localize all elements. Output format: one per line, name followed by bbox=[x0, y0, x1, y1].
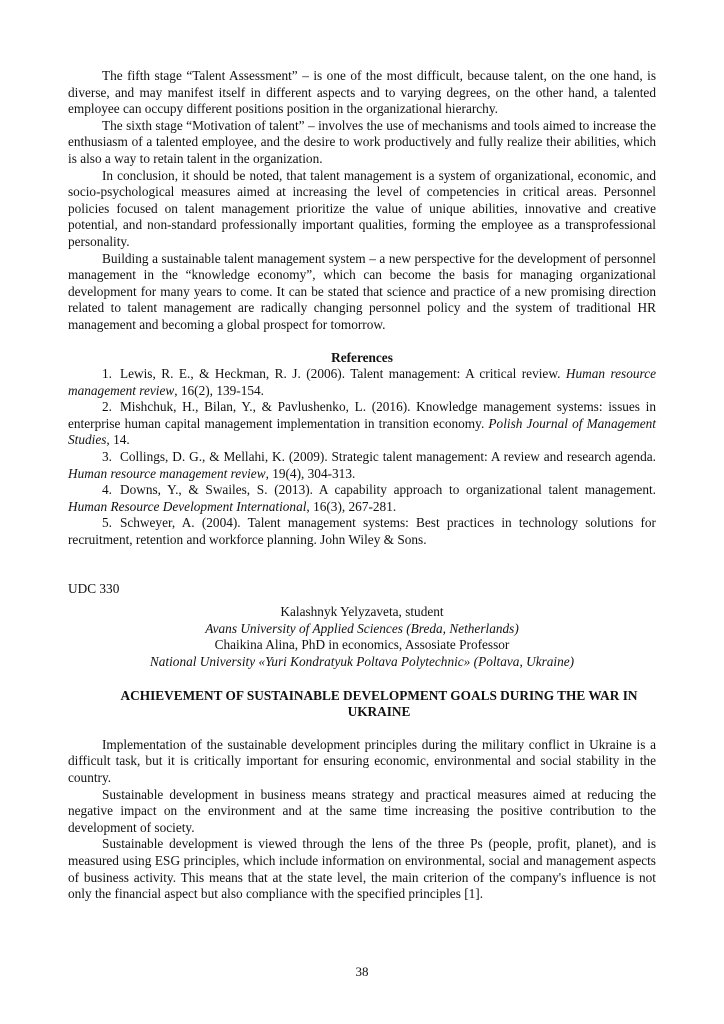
article-title: ACHIEVEMENT OF SUSTAINABLE DEVELOPMENT GOALS DURING THE WAR IN UKRAINE bbox=[120, 687, 638, 720]
document-page bbox=[68, 68, 656, 903]
paragraph: Building a sustainable talent management system – a new perspective for the development of personnel management in the “knowledge economy”, which can become the basis for managing organizational development for many years to come. It can be stated that science and practice of a new promising direction related to talent management are radically changing personnel policy and the system of traditional HR management and becoming a global prospect for tomorrow. bbox=[68, 250, 656, 332]
reference-item: 2. Mishchuk, H., Bilan, Y., & Pavlushenko, L. (2016). Knowledge management systems: issues in enterprise human capital management implementation in transition economy. Polish Journal of Management Studies, 14. bbox=[68, 399, 656, 448]
paragraph: Sustainable development in business means strategy and practical measures aimed at reducing the negative impact on the environment and at the same time increasing the positive contribution to the development of society. bbox=[68, 786, 656, 835]
paragraph: In conclusion, it should be noted, that talent management is a system of organizational, economic, and socio-psychological measures aimed at increasing the level of competencies in critical areas. Personnel policies focused on talent management prioritize the value of unique abilities, innovative and creative potential, and non-standard professionally important qualities, forming the employee as a transprofessional personality. bbox=[68, 167, 656, 249]
references-heading: References bbox=[331, 349, 393, 365]
author-block bbox=[68, 604, 656, 670]
reference-item: 1. Lewis, R. E., & Heckman, R. J. (2006). Talent management: A critical review. Human resource management review, 16(2), 139-154. bbox=[68, 366, 657, 398]
page-number: 38 bbox=[355, 964, 369, 979]
paragraph: Sustainable development is viewed through the lens of the three Ps (people, profit, planet), and is measured using ESG principles, which include information on environmental, social and management aspects of business activity. This means that at the state level, the main criterion of the company's influence is not only the financial aspect but also compliance with the specified principles [1]. bbox=[68, 836, 656, 902]
paragraph: The sixth stage “Motivation of talent” – involves the use of mechanisms and tools aimed to increase the enthusiasm of a talented employee, and the desire to work productively and fully realize their abilities, which is also a way to retain talent in the organization. bbox=[68, 117, 656, 166]
author-name: Chaikina Alina, PhD in economics, Assosiate Professor bbox=[214, 637, 510, 653]
author-affiliation: National University «Yuri Kondratyuk Poltava Polytechnic» (Poltava, Ukraine) bbox=[149, 654, 575, 669]
udc-code: UDC 330 bbox=[68, 580, 120, 596]
paragraph: The fifth stage “Talent Assessment” – is one of the most difficult, because talent, on the one hand, is diverse, and may manifest itself in different aspects and to varying degrees, on the other hand, a talented employee can occupy different positions position in the organizational hierarchy. bbox=[68, 68, 656, 117]
author-name: Kalashnyk Yelyzaveta, student bbox=[280, 604, 444, 620]
references-list bbox=[68, 366, 656, 549]
reference-item: 5. Schweyer, A. (2004). Talent management systems: Best practices in technology solutions for recruitment, retention and workforce planning. John Wiley & Sons. bbox=[68, 515, 656, 548]
author-affiliation: Avans University of Applied Sciences (Breda, Netherlands) bbox=[205, 620, 519, 636]
paragraph: Implementation of the sustainable development principles during the military conflict in Ukraine is a difficult task, but it is critically important for ensuring economic, environmental and social stability in the country. bbox=[68, 736, 656, 785]
reference-item: 3. Collings, D. G., & Mellahi, K. (2009). Strategic talent management: A review and research agenda. Human resource management review, 19(4), 304-313. bbox=[68, 449, 656, 481]
article-body bbox=[68, 737, 656, 903]
top-section bbox=[68, 68, 656, 334]
reference-item: 4. Downs, Y., & Swailes, S. (2013). A capability approach to organizational talent management. Human Resource Development International, 16(3), 267-281. bbox=[68, 482, 656, 514]
